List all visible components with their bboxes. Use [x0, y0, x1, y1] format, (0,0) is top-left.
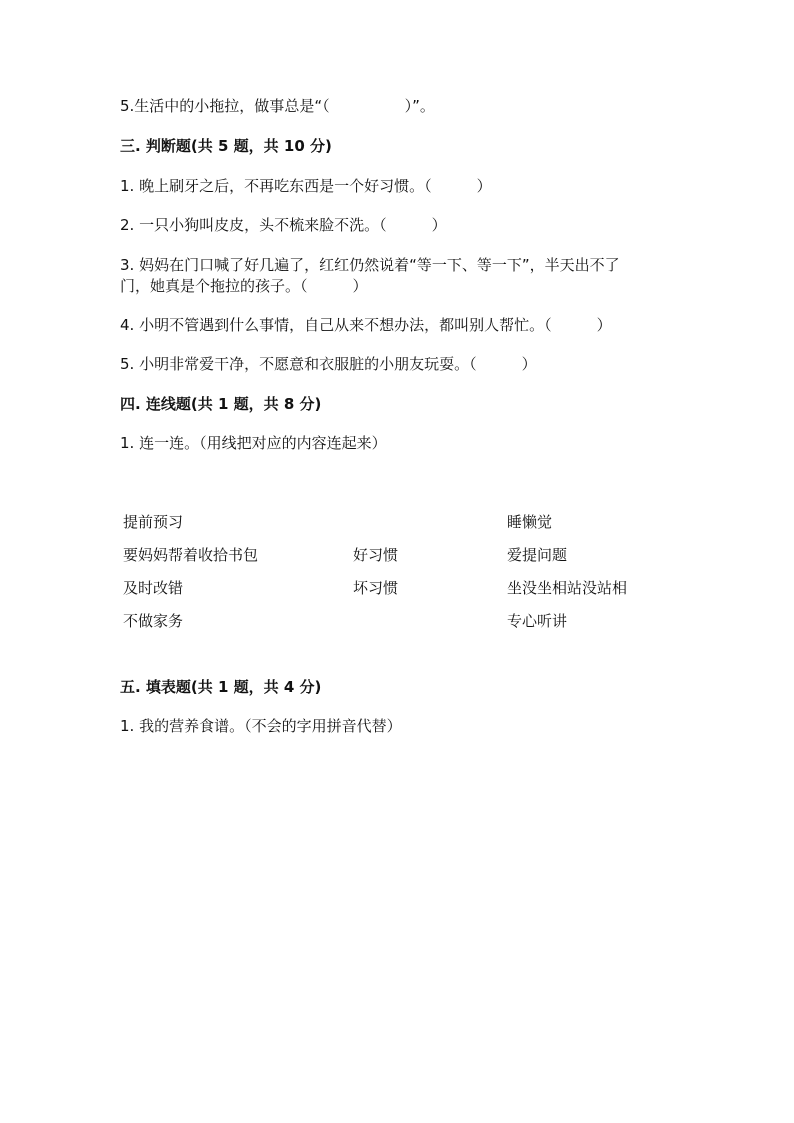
matching-right-item: 坐没坐相站没站相	[507, 579, 628, 597]
section3-heading: 三. 判断题(共 5 题，共 10 分)	[120, 137, 332, 155]
matching-middle-item: 好习惯	[353, 546, 399, 564]
matching-left-item: 要妈妈帮着收拾书包	[123, 546, 259, 564]
table-question: 1. 我的营养食谱。（不会的字用拼音代替）	[120, 717, 402, 735]
judge-q4: 4. 小明不管遇到什么事情，自己从来不想办法，都叫别人帮忙。（ ）	[120, 316, 612, 334]
matching-question: 1. 连一连。（用线把对应的内容连起来）	[120, 434, 387, 452]
judge-q5: 5. 小明非常爱干净，不愿意和衣服脏的小朋友玩耍。（ ）	[120, 355, 537, 373]
judge-q3-line2: 门，她真是个拖拉的孩子。（ ）	[120, 277, 368, 295]
section5-heading: 五. 填表题(共 1 题，共 4 分)	[120, 678, 322, 696]
matching-left-item: 提前预习	[123, 513, 184, 531]
fill-blank-q5: 5.生活中的小拖拉，做事总是“（ ）”。	[120, 97, 435, 115]
matching-left-item: 及时改错	[123, 579, 184, 597]
judge-q2: 2. 一只小狗叫皮皮，头不梳来脸不洗。（ ）	[120, 216, 447, 234]
judge-q3-line1: 3. 妈妈在门口喊了好几遍了，红红仍然说着“等一下、等一下”，半天出不了	[120, 256, 620, 274]
matching-right-item: 睡懒觉	[507, 513, 553, 531]
matching-right-item: 专心听讲	[507, 612, 568, 630]
matching-left-item: 不做家务	[123, 612, 184, 630]
matching-right-item: 爱提问题	[507, 546, 568, 564]
judge-q1: 1. 晚上刷牙之后，不再吃东西是一个好习惯。（ ）	[120, 177, 492, 195]
section4-heading: 四. 连线题(共 1 题，共 8 分)	[120, 395, 322, 413]
matching-middle-item: 坏习惯	[353, 579, 399, 597]
